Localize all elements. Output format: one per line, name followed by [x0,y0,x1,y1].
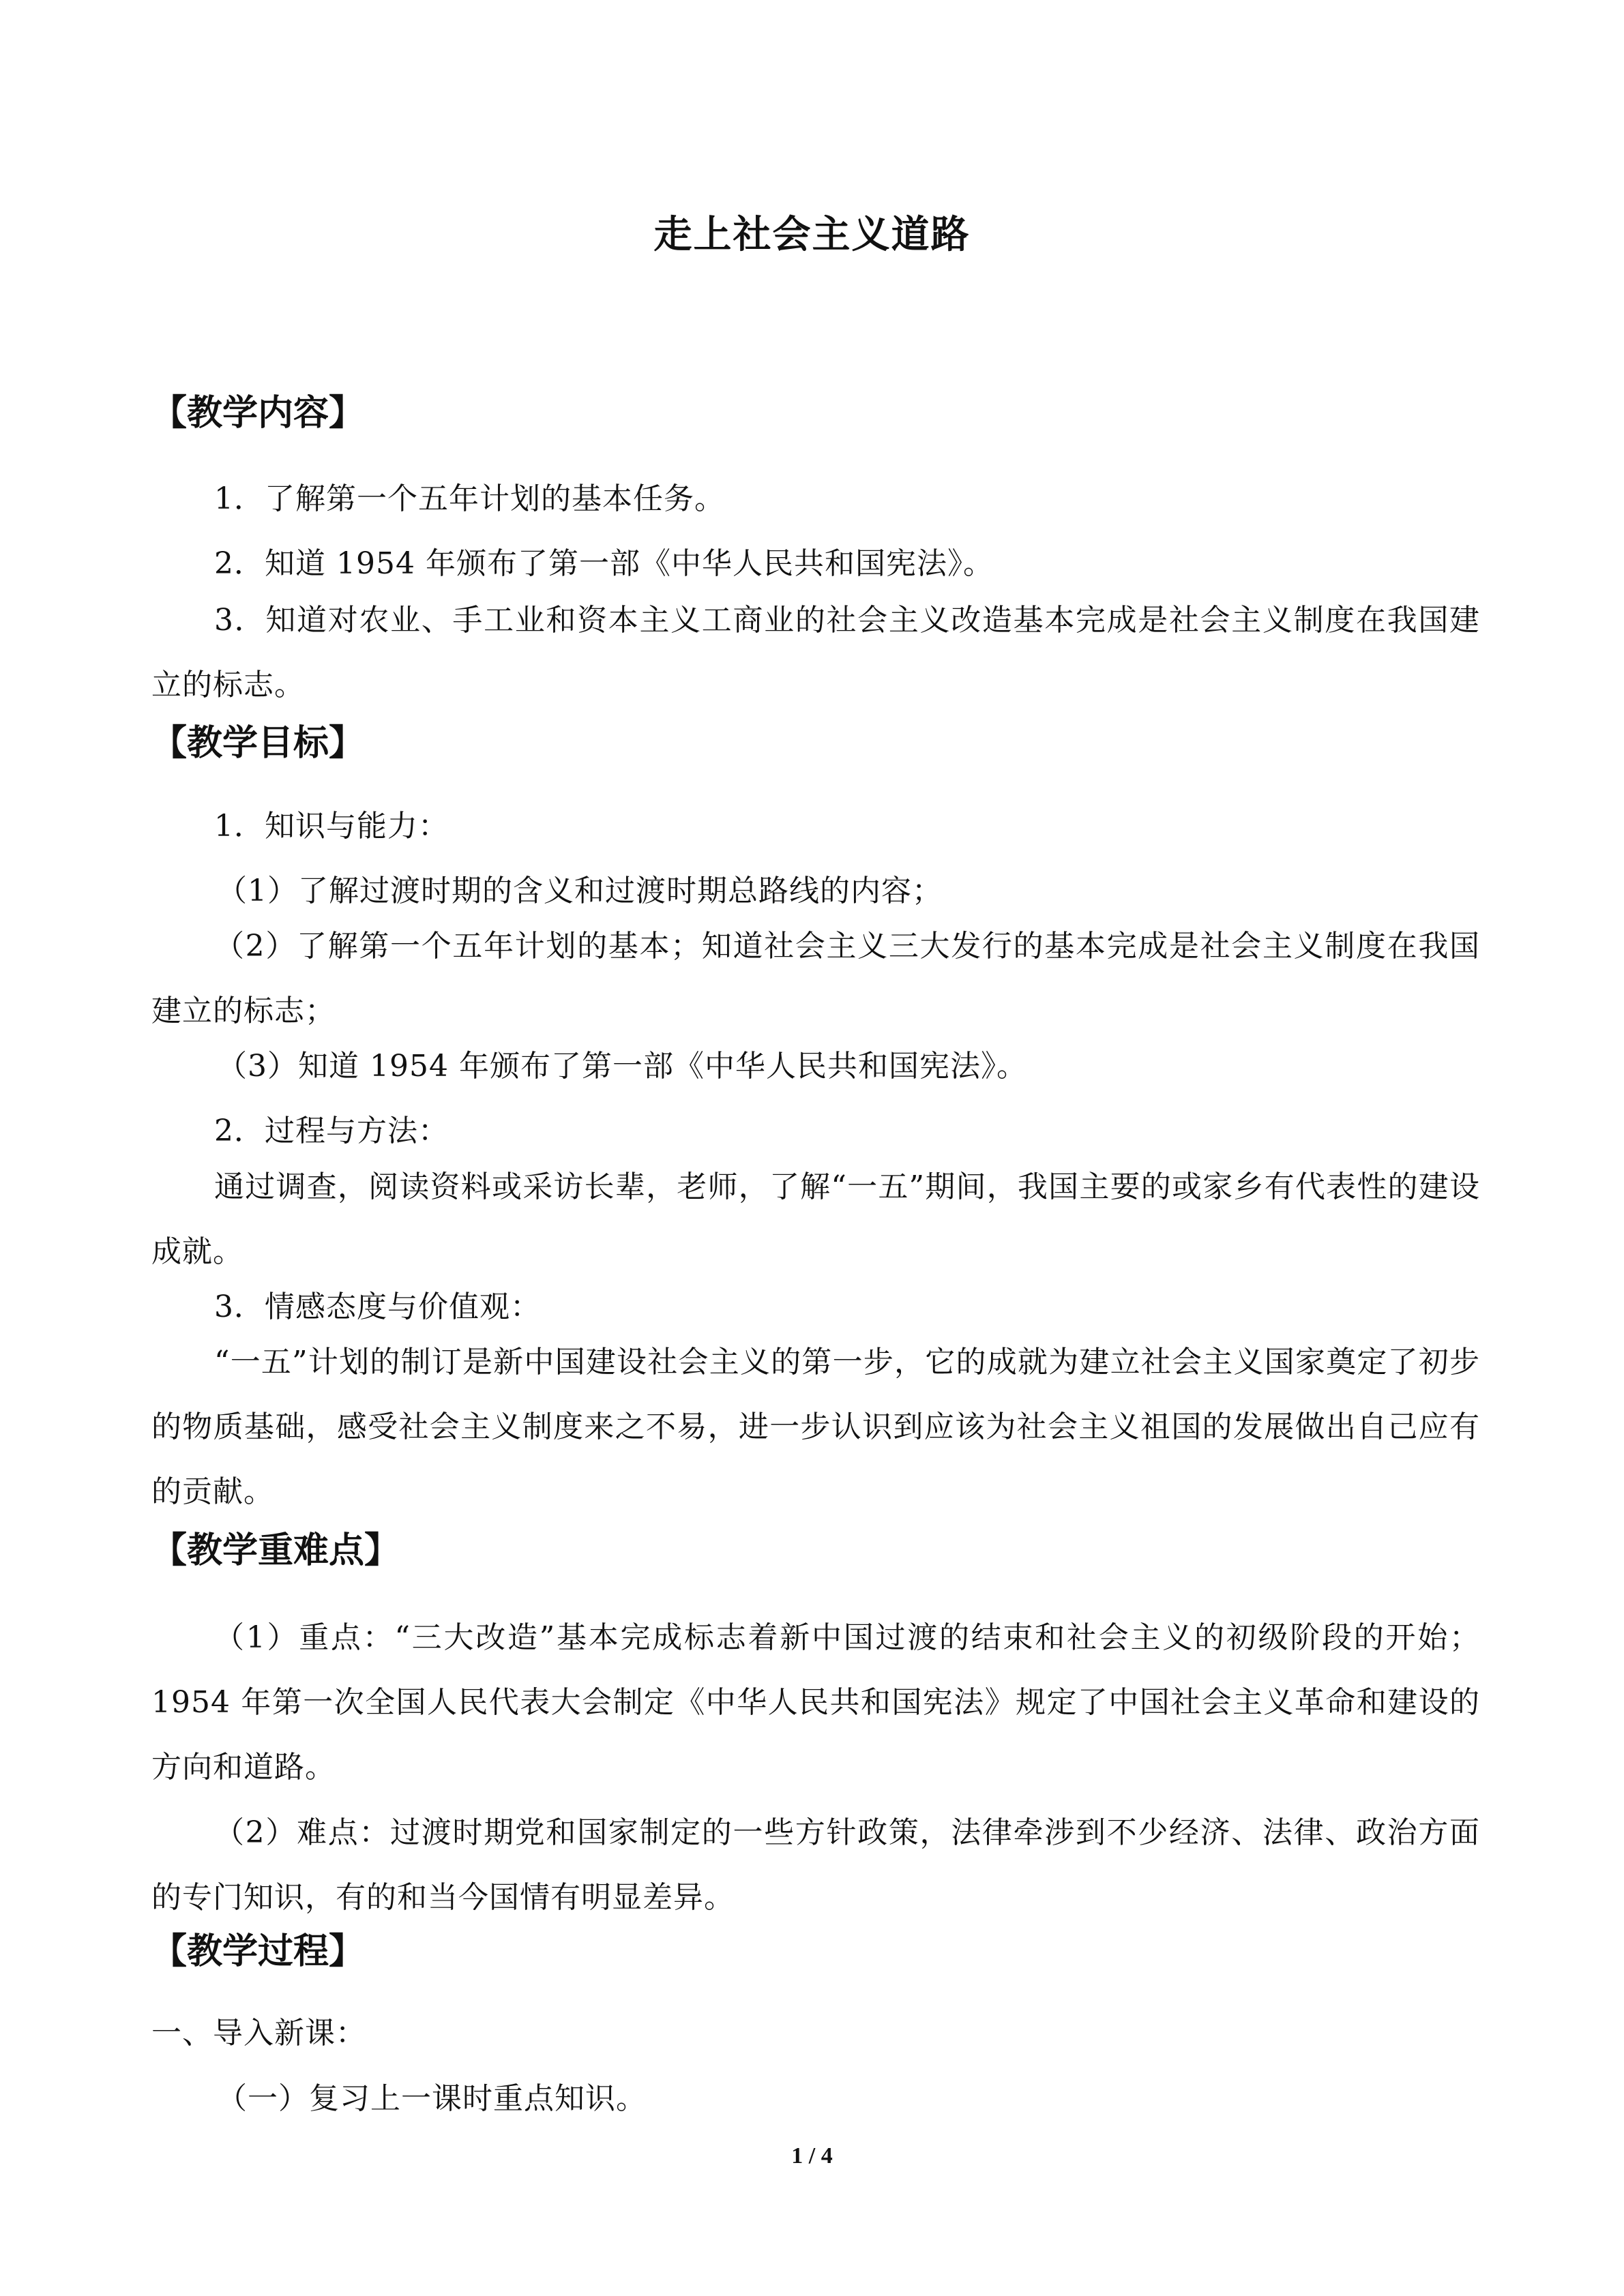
section-heading-process: 【教学过程】 [151,1931,365,1972]
content-item-3: 3．知道对农业、手工业和资本主义工商业的社会主义改造基本完成是社会主义制度在我国建立的标志。 [151,603,1480,702]
goal-knowledge-2: （2）了解第一个五年计划的基本；知道社会主义三大发行的基本完成是社会主义制度在我国建立的标志； [151,929,1480,1028]
process-step-1-sub: （一）复习上一课时重点知识。 [217,2081,647,2116]
goal-emotion-body: “一五”计划的制订是新中国建设社会主义的第一步，它的成就为建立社会主义国家奠定了初步的物质基础，感受社会主义制度来之不易，进一步认识到应该为社会主义祖国的发展做出自己应有的贡献。 [151,1345,1480,1509]
goal-process-body: 通过调查，阅读资料或采访长辈，老师，了解“一五”期间，我国主要的或家乡有代表性的建设成就。 [151,1169,1480,1269]
section-heading-keypoints: 【教学重难点】 [151,1530,400,1571]
document-title: 走上社会主义道路 [653,213,971,257]
content-item-2: 2．知道 1954 年颁布了第一部《中华人民共和国宪法》。 [214,546,994,581]
keypoint-difficult: （2）难点：过渡时期党和国家制定的一些方针政策，法律牵涉到不少经济、法律、政治方面的专门知识，有的和当今国情有明显差异。 [151,1815,1480,1915]
goal-knowledge-1: （1）了解过渡时期的含义和过渡时期总路线的内容； [217,874,943,908]
goal-knowledge-3: （3）知道 1954 年颁布了第一部《中华人民共和国宪法》。 [217,1049,1027,1084]
section-heading-content: 【教学内容】 [151,393,365,434]
keypoint-important: （1）重点：“三大改造”基本完成标志着新中国过渡的结束和社会主义的初级阶段的开始；1954 年第一次全国人民代表大会制定《中华人民共和国宪法》规定了中国社会主义革命和建设的方向和道路。 [151,1620,1480,1785]
page-indicator: 1 / 4 [791,2143,833,2168]
section-heading-goals: 【教学目标】 [151,723,365,764]
content-item-1: 1．了解第一个五年计划的基本任务。 [214,481,725,516]
goal-knowledge-title: 1．知识与能力： [214,809,449,844]
goal-emotion-title: 3．情感态度与价值观： [214,1289,541,1324]
goal-process-title: 2．过程与方法： [214,1114,449,1148]
process-step-1: 一、导入新课： [151,2016,366,2051]
